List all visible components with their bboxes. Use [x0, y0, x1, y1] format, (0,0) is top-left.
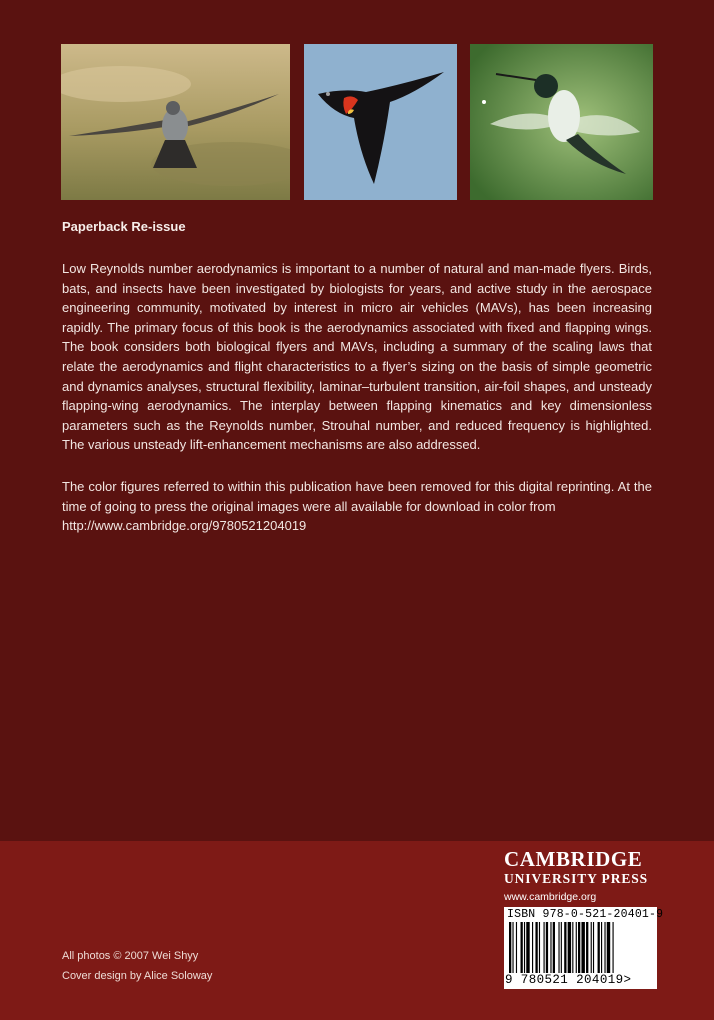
barcode-bar — [553, 922, 555, 973]
barcode-chevron: > — [623, 973, 632, 987]
isbn-label: ISBN 978-0-521-20401-9 — [507, 908, 664, 921]
barcode-bar — [524, 922, 525, 973]
isbn-barcode — [504, 907, 664, 989]
bird-photo-hummingbird — [470, 44, 653, 200]
barcode-bar — [598, 922, 600, 973]
bird-photo-blackbird — [304, 44, 457, 200]
barcode-bar — [607, 922, 610, 973]
barcode-bar — [558, 922, 559, 973]
cover-credits — [62, 946, 212, 986]
design-credit: Cover design by Alice Soloway — [62, 970, 213, 982]
barcode-bar — [516, 922, 517, 973]
publisher-logo — [504, 847, 660, 905]
color-notice-text: The color figures referred to within this publication have been removed for this digital reprinting. At the time of going to press the original images were all available for download in color from — [62, 479, 652, 514]
barcode-digits-row — [505, 973, 631, 987]
book-description: Low Reynolds number aerodynamics is important to a number of natural and man-made flyers. Birds, bats, and insects have been investigated by biologists for years, and active study in the aerospace engineering community, motivated by interest in micro air vehicles (MAVs), has been increasing rapidly. The primary focus of this book is the aerodynamics associated with fixed and flapping wings. The book considers both biological flyers and MAVs, including a summary of the scaling laws that relate the aerodynamics and flight characteristics to a flyer’s sizing on the basis of simple geometric and dynamics analyses, structural flexibility, laminar–turbulent transition, air-foil shapes, and unsteady flapping-wing aerodynamics. The interplay between flapping kinematics and key dimensionless parameters such as the Reynolds number, Strouhal number, and reduced frequency is highlighted. The various unsteady lift-enhancement mechanisms are also addressed. — [62, 261, 652, 453]
barcode-bar — [613, 922, 614, 973]
barcode-bar — [544, 922, 545, 973]
barcode-bar — [601, 922, 602, 973]
bird-photo-icon — [470, 44, 653, 200]
barcode-bar — [568, 922, 571, 973]
barcode-bar — [586, 922, 588, 973]
barcode-bar — [521, 922, 523, 973]
barcode-bar — [578, 922, 580, 973]
barcode-bar — [572, 922, 573, 973]
download-link[interactable]: http://www.cambridge.org/9780521204019 — [62, 518, 307, 534]
barcode-bar — [526, 922, 529, 973]
barcode-bars-icon — [507, 922, 654, 973]
barcode-bar — [550, 922, 551, 973]
bird-photo-icon — [61, 44, 290, 200]
publisher-name: CAMBRIDGE — [504, 847, 643, 871]
barcode-bar — [591, 922, 592, 973]
barcode-bar — [564, 922, 566, 973]
photo-credit: All photos © 2007 Wei Shyy — [62, 950, 199, 962]
barcode-bar — [539, 922, 540, 973]
photo-row — [61, 44, 653, 200]
reissue-heading: Paperback Re-issue — [62, 219, 186, 234]
barcode-bar — [535, 922, 537, 973]
barcode-bar — [561, 922, 562, 973]
color-figures-notice — [62, 477, 652, 536]
barcode-bar — [512, 922, 513, 973]
barcode-digits: 9 780521 204019 — [505, 973, 624, 987]
publisher-url[interactable]: www.cambridge.org — [504, 891, 597, 903]
barcode-bar — [581, 922, 584, 973]
barcode-bar — [509, 922, 511, 973]
barcode-bar — [532, 922, 533, 973]
bird-photo-flycatcher — [61, 44, 290, 200]
publisher-subtitle: UNIVERSITY PRESS — [504, 871, 649, 886]
barcode-bar — [604, 922, 605, 973]
barcode-bar — [546, 922, 548, 973]
barcode-bar — [593, 922, 594, 973]
bird-photo-icon — [304, 44, 457, 200]
barcode-bar — [576, 922, 577, 973]
